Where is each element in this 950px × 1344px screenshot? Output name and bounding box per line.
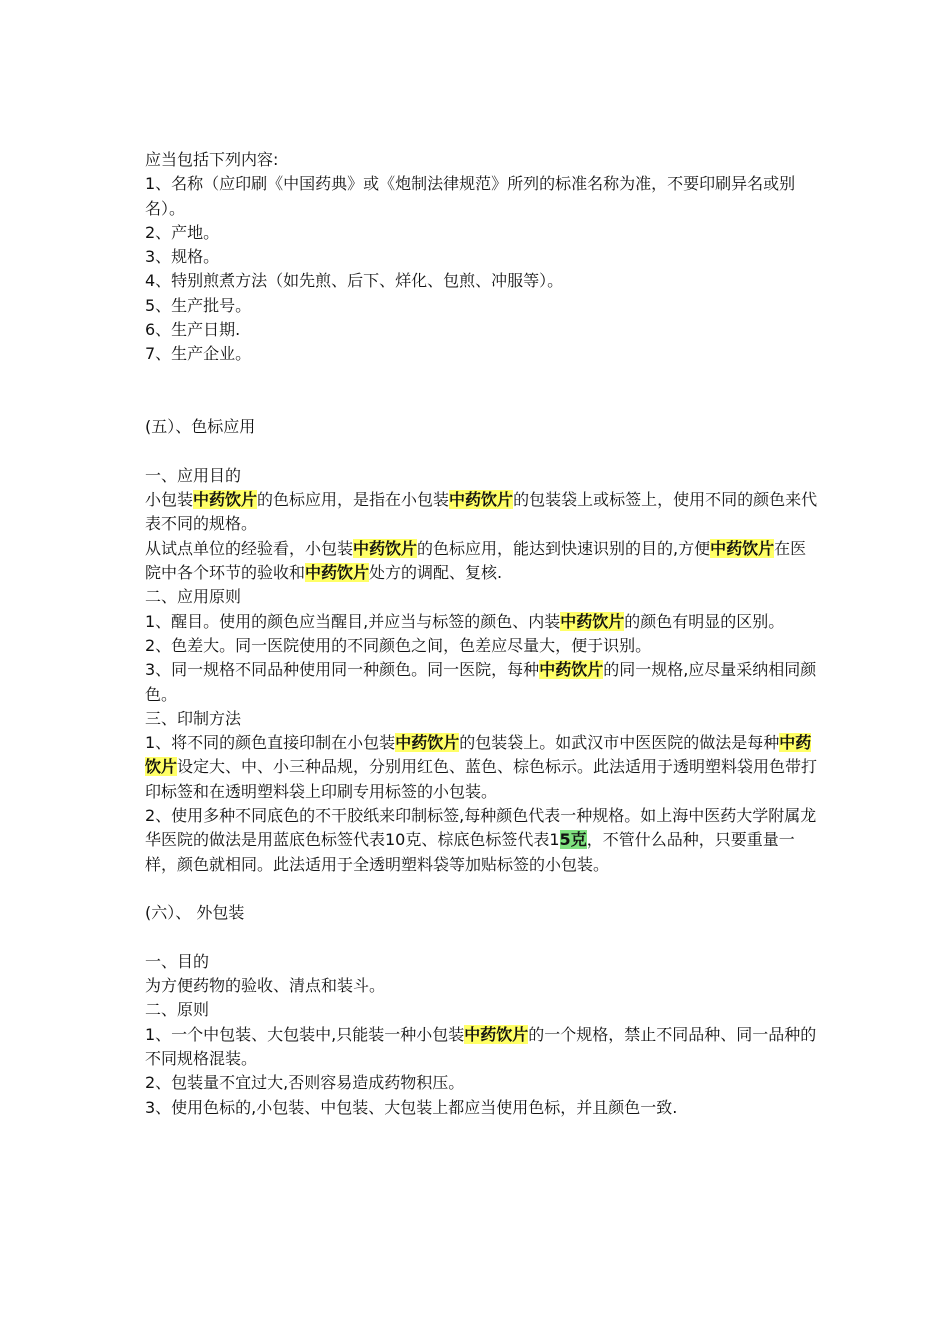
text-run: 6、生产日期. <box>145 320 241 340</box>
paragraph <box>145 537 820 586</box>
text-run: 1、一个中包装、大包装中,只能装一种小包装 <box>145 1024 465 1044</box>
text-run: 5、生产批号。 <box>145 295 252 315</box>
paragraph <box>145 634 820 658</box>
text-run: 2、包装量不宜过大,否则容易造成药物积压。 <box>145 1073 465 1093</box>
highlighted-term: 中药饮片 <box>464 1024 529 1044</box>
paragraph <box>145 731 820 804</box>
text-run: 一、目的 <box>145 951 210 971</box>
highlighted-term: 中药饮片 <box>395 733 460 753</box>
paragraph <box>145 658 820 707</box>
text-run: 的一个规格，禁止不同品种、同一品种的不同规格混装。 <box>145 1024 817 1068</box>
text-run: 的色标应用，是指在小包装 <box>257 490 450 510</box>
paragraph <box>145 804 820 877</box>
text-run: 二、应用原则 <box>145 587 242 607</box>
highlighted-term: 中药饮片 <box>353 538 418 558</box>
text-run: 二、原则 <box>145 1000 210 1020</box>
text-run: 7、生产企业。 <box>145 344 252 364</box>
paragraph-spacer <box>145 440 820 464</box>
highlighted-term: 中药饮片 <box>193 490 258 510</box>
text-run: (五）、色标应用 <box>145 417 256 437</box>
text-run: 4、特别煎煮方法（如先煎、后下、烊化、包煎、冲服等）。 <box>145 271 564 291</box>
highlighted-term: 5克 <box>559 830 587 850</box>
paragraph <box>145 269 820 293</box>
text-run: 1、将不同的颜色直接印制在小包装 <box>145 733 396 753</box>
text-run: 2、产地。 <box>145 222 220 242</box>
text-run: 3、使用色标的,小包装、中包装、大包装上都应当使用色标，并且颜色一致. <box>145 1097 678 1117</box>
text-run: 1、名称（应印刷《中国药典》或《炮制法律规范》所列的标准名称为准，不要印刷异名或别名）。 <box>145 174 796 218</box>
paragraph <box>145 318 820 342</box>
text-run: 2、色差大。同一医院使用的不同颜色之间，色差应尽量大，便于识别。 <box>145 635 652 655</box>
text-run: 的同一规格,应尽量采纳相同颜色。 <box>145 660 817 704</box>
text-run: 处方的调配、复核. <box>369 563 503 583</box>
highlighted-term: 中药饮片 <box>710 538 775 558</box>
text-run: 1、醒目。使用的颜色应当醒目,并应当与标签的颜色、内装 <box>145 611 561 631</box>
paragraph <box>145 1071 820 1095</box>
paragraph <box>145 488 820 537</box>
paragraph <box>145 148 820 172</box>
paragraph <box>145 245 820 269</box>
highlighted-term: 中药饮片 <box>305 563 370 583</box>
text-run: ，不管什么品种，只要重量一样，颜色就相同。此法适用于全透明塑料袋等加贴标签的小包装。 <box>145 830 795 874</box>
paragraph <box>145 901 820 925</box>
text-run: 小包装 <box>145 490 194 510</box>
highlighted-term: 中药饮片 <box>539 660 604 680</box>
document-body <box>145 148 820 1120</box>
paragraph <box>145 585 820 609</box>
paragraph <box>145 415 820 439</box>
text-run: 2、使用多种不同底色的不干胶纸来印制标签,每种颜色代表一种规格。如上海中医药大学附属龙华医院的做法是用蓝底色标签代表10克、棕底色标签代表1 <box>145 806 817 850</box>
text-run: 3、同一规格不同品种使用同一种颜色。同一医院，每种 <box>145 660 540 680</box>
text-run: 设定大、中、小三种品规，分别用红色、蓝色、棕色标示。此法适用于透明塑料袋用色带打印标签和在透明塑料袋上印刷专用标签的小包装。 <box>145 757 818 801</box>
paragraph <box>145 974 820 998</box>
text-run: 一、应用目的 <box>145 465 242 485</box>
text-run: 应当包括下列内容: <box>145 150 279 169</box>
text-run: 的色标应用，能达到快速识别的目的,方便 <box>417 538 711 558</box>
highlighted-term: 中药饮片 <box>560 611 625 631</box>
paragraph <box>145 221 820 245</box>
paragraph-spacer <box>145 877 820 901</box>
text-run: 在医院中各个环节的验收和 <box>145 538 807 583</box>
highlighted-term: 中药饮片 <box>449 490 514 510</box>
paragraph <box>145 707 820 731</box>
text-run: (六）、 外包装 <box>145 903 245 923</box>
paragraph <box>145 342 820 366</box>
paragraph <box>145 998 820 1022</box>
paragraph <box>145 294 820 318</box>
text-run: 三、印制方法 <box>145 708 242 728</box>
paragraph <box>145 610 820 634</box>
paragraph <box>145 172 820 221</box>
text-run: 的颜色有明显的区别。 <box>624 611 785 631</box>
highlighted-term: 中药饮片 <box>145 733 812 777</box>
paragraph <box>145 464 820 488</box>
paragraph <box>145 1096 820 1120</box>
text-run: 的包装袋上。如武汉市中医医院的做法是每种 <box>459 733 780 753</box>
text-run: 3、规格。 <box>145 247 220 267</box>
text-run: 为方便药物的验收、清点和装斗。 <box>145 976 386 996</box>
text-run: 从试点单位的经验看，小包装 <box>145 538 354 558</box>
paragraph <box>145 950 820 974</box>
paragraph <box>145 1023 820 1072</box>
paragraph-spacer <box>145 926 820 950</box>
paragraph-spacer <box>145 367 820 416</box>
text-run: 的包装袋上或标签上，使用不同的颜色来代表不同的规格。 <box>145 490 818 534</box>
